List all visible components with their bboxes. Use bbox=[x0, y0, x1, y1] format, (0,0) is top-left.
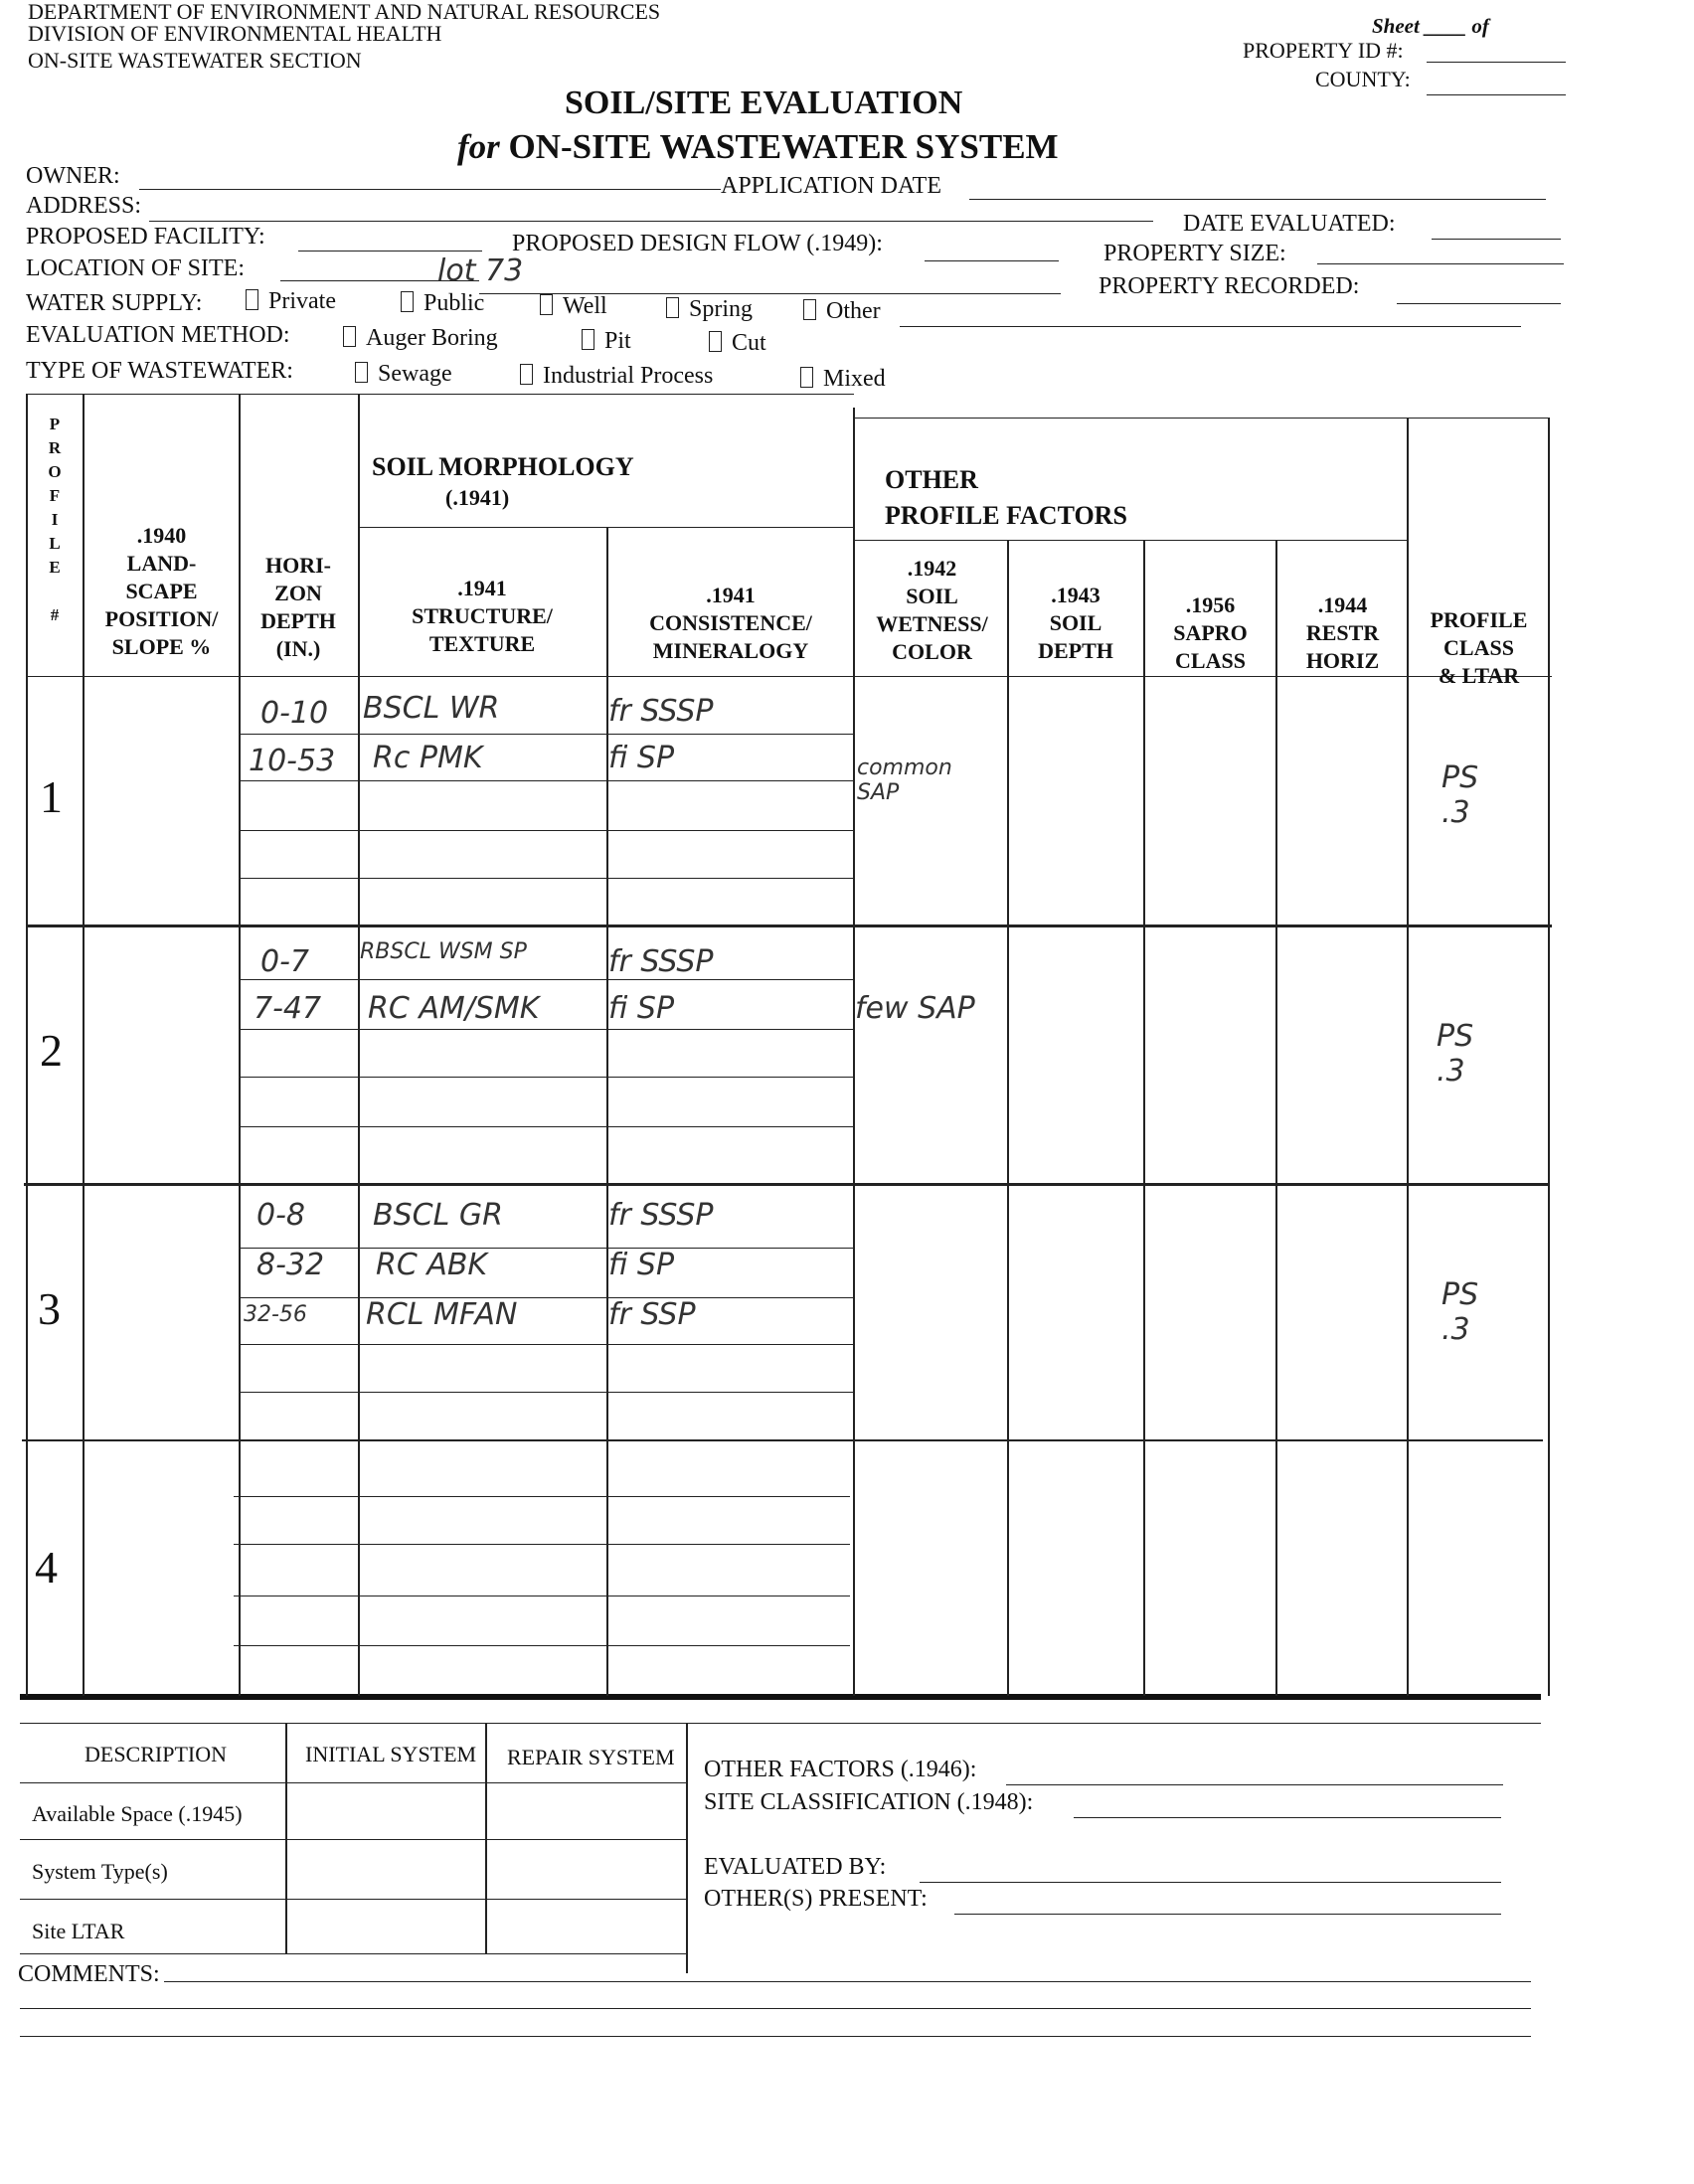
wastewater-type-label: TYPE OF WASTEWATER: bbox=[26, 358, 293, 384]
structure-entry: Rc PMK bbox=[373, 741, 483, 775]
depth-entry: 0-7 bbox=[260, 944, 309, 979]
sapro-col-header: .1956 SAPRO CLASS bbox=[1173, 592, 1248, 673]
checkbox-icon bbox=[800, 367, 813, 388]
evaluated-by-field[interactable] bbox=[920, 1882, 1501, 1883]
design-flow-field[interactable] bbox=[925, 260, 1059, 261]
structure-entry: BSCL GR bbox=[373, 1198, 503, 1233]
depth-entry: 10-53 bbox=[249, 744, 336, 778]
other-factors-field[interactable] bbox=[1006, 1784, 1503, 1785]
available-space-label: Available Space (.1945) bbox=[32, 1801, 243, 1826]
consistence-entry: fr SSP bbox=[608, 1297, 696, 1332]
wetness-entry: common SAP bbox=[857, 756, 952, 805]
sheet-label: Sheet ____ of bbox=[1372, 14, 1489, 38]
structure-entry: RBSCL WSM SP bbox=[360, 939, 527, 964]
application-date-label: APPLICATION DATE bbox=[721, 173, 941, 199]
restr-col-header: .1944 RESTR HORIZ bbox=[1305, 592, 1380, 673]
consistence-entry: fi SP bbox=[608, 741, 675, 775]
ws-other-option[interactable]: Other bbox=[803, 298, 881, 325]
checkbox-icon bbox=[355, 362, 368, 383]
county-label: COUNTY: bbox=[1315, 67, 1411, 91]
depth-entry: 32-56 bbox=[244, 1302, 307, 1327]
evaluated-by-label: EVALUATED BY: bbox=[704, 1854, 887, 1880]
evaluation-method-label: EVALUATION METHOD: bbox=[26, 322, 290, 348]
checkbox-icon bbox=[582, 329, 594, 350]
structure-entry: RC AM/SMK bbox=[368, 991, 540, 1026]
proposed-facility-label: PROPOSED FACILITY: bbox=[26, 224, 265, 250]
tw-industrial-option[interactable]: Industrial Process bbox=[520, 363, 713, 390]
depth-entry: 7-47 bbox=[254, 991, 322, 1026]
profile-class-col-header: PROFILE CLASS & LTAR bbox=[1430, 607, 1528, 688]
property-id-label: PROPERTY ID #: bbox=[1243, 38, 1404, 63]
others-present-field[interactable] bbox=[954, 1914, 1501, 1915]
structure-entry: RCL MFAN bbox=[366, 1297, 518, 1332]
tw-mixed-option[interactable]: Mixed bbox=[800, 366, 886, 393]
date-evaluated-label: DATE EVALUATED: bbox=[1183, 211, 1396, 237]
ws-public-option[interactable]: Public bbox=[401, 290, 484, 317]
structure-col-header: .1941 STRUCTURE/ TEXTURE bbox=[412, 576, 553, 656]
location-handwriting: lot 73 bbox=[437, 253, 524, 288]
depth-entry: 0-8 bbox=[256, 1198, 305, 1233]
date-evaluated-field[interactable] bbox=[1432, 239, 1561, 240]
form-title: SOIL/SITE EVALUATION bbox=[565, 84, 963, 121]
landscape-col-header: .1940 LAND- SCAPE POSITION/ SLOPE % bbox=[104, 523, 219, 659]
property-size-field[interactable] bbox=[1317, 263, 1564, 264]
structure-entry: BSCL WR bbox=[363, 691, 500, 726]
structure-entry: RC ABK bbox=[376, 1248, 488, 1282]
application-date-field[interactable] bbox=[969, 199, 1546, 200]
depth-entry: 0-10 bbox=[260, 696, 329, 731]
checkbox-icon bbox=[540, 294, 553, 315]
owner-label: OWNER: bbox=[26, 163, 120, 189]
soil-morph-code: (.1941) bbox=[445, 485, 510, 510]
consistence-entry: fr SSSP bbox=[608, 944, 714, 979]
property-recorded-field[interactable] bbox=[1397, 303, 1561, 304]
profile-number: 1 bbox=[40, 771, 63, 822]
others-present-label: OTHER(S) PRESENT: bbox=[704, 1886, 928, 1912]
address-field[interactable] bbox=[149, 221, 1153, 222]
checkbox-icon bbox=[803, 299, 816, 320]
ws-well-option[interactable]: Well bbox=[540, 293, 607, 320]
comments-field[interactable] bbox=[164, 1981, 1531, 1982]
checkbox-icon bbox=[343, 326, 356, 347]
checkbox-icon bbox=[401, 291, 414, 312]
horizon-col-header: HORI- ZON DEPTH (IN.) bbox=[260, 553, 336, 661]
site-ltar-label: Site LTAR bbox=[32, 1919, 125, 1943]
water-supply-label: WATER SUPPLY: bbox=[26, 290, 203, 316]
location-label: LOCATION OF SITE: bbox=[26, 255, 245, 281]
profile-number: 3 bbox=[38, 1283, 61, 1334]
profile-number: 2 bbox=[40, 1025, 63, 1076]
soil-morph-header: SOIL MORPHOLOGY bbox=[372, 452, 634, 481]
proposed-facility-field[interactable] bbox=[298, 251, 482, 252]
consistence-entry: fr SSSP bbox=[608, 1198, 714, 1233]
site-classification-label: SITE CLASSIFICATION (.1948): bbox=[704, 1789, 1034, 1815]
checkbox-icon bbox=[709, 331, 722, 352]
address-label: ADDRESS: bbox=[26, 193, 142, 219]
ws-private-option[interactable]: Private bbox=[246, 288, 336, 315]
soil-depth-col-header: .1943 SOIL DEPTH bbox=[1038, 583, 1113, 663]
class-entry: PS .3 bbox=[1441, 760, 1479, 830]
ws-other-field[interactable] bbox=[900, 326, 1521, 327]
division-name: DIVISION OF ENVIRONMENTAL HEALTH bbox=[28, 21, 442, 46]
checkbox-icon bbox=[520, 364, 533, 385]
other-factors-label: OTHER FACTORS (.1946): bbox=[704, 1757, 977, 1782]
ws-spring-option[interactable]: Spring bbox=[666, 296, 753, 323]
owner-field[interactable] bbox=[139, 189, 721, 190]
consistence-entry: fr SSSP bbox=[608, 694, 714, 729]
checkbox-icon bbox=[246, 289, 258, 310]
property-size-label: PROPERTY SIZE: bbox=[1103, 241, 1286, 266]
class-entry: PS .3 bbox=[1441, 1277, 1479, 1347]
consistence-entry: fi SP bbox=[608, 1248, 675, 1282]
section-name: ON-SITE WASTEWATER SECTION bbox=[28, 48, 362, 73]
consistence-entry: fi SP bbox=[608, 991, 675, 1026]
initial-system-header: INITIAL SYSTEM bbox=[305, 1742, 477, 1766]
consistence-col-header: .1941 CONSISTENCE/ MINERALOGY bbox=[649, 583, 812, 663]
description-header: DESCRIPTION bbox=[85, 1742, 228, 1766]
profile-col-header: P R O F I L E # bbox=[48, 415, 62, 624]
other-factors-header: OTHER PROFILE FACTORS bbox=[885, 465, 1127, 530]
profile-number: 4 bbox=[35, 1542, 58, 1593]
property-recorded-label: PROPERTY RECORDED: bbox=[1099, 273, 1360, 299]
checkbox-icon bbox=[666, 297, 679, 318]
design-flow-label: PROPOSED DESIGN FLOW (.1949): bbox=[512, 231, 883, 256]
dept-name: DEPARTMENT OF ENVIRONMENT AND NATURAL RESOURCES bbox=[28, 0, 661, 24]
form-subtitle: for ON-SITE WASTEWATER SYSTEM bbox=[457, 127, 1059, 166]
depth-entry: 8-32 bbox=[256, 1248, 325, 1282]
system-types-label: System Type(s) bbox=[32, 1859, 168, 1884]
class-entry: PS .3 bbox=[1437, 1019, 1474, 1089]
comments-label: COMMENTS: bbox=[18, 1961, 160, 1987]
wetness-col-header: .1942 SOIL WETNESS/ COLOR bbox=[876, 556, 988, 664]
tw-sewage-option[interactable]: Sewage bbox=[355, 361, 452, 388]
repair-system-header: REPAIR SYSTEM bbox=[507, 1745, 675, 1769]
em-pit-option[interactable]: Pit bbox=[582, 328, 631, 355]
em-auger-option[interactable]: Auger Boring bbox=[343, 325, 498, 352]
wetness-entry: few SAP bbox=[855, 991, 975, 1026]
site-classification-field[interactable] bbox=[1074, 1817, 1501, 1818]
em-cut-option[interactable]: Cut bbox=[709, 330, 766, 357]
